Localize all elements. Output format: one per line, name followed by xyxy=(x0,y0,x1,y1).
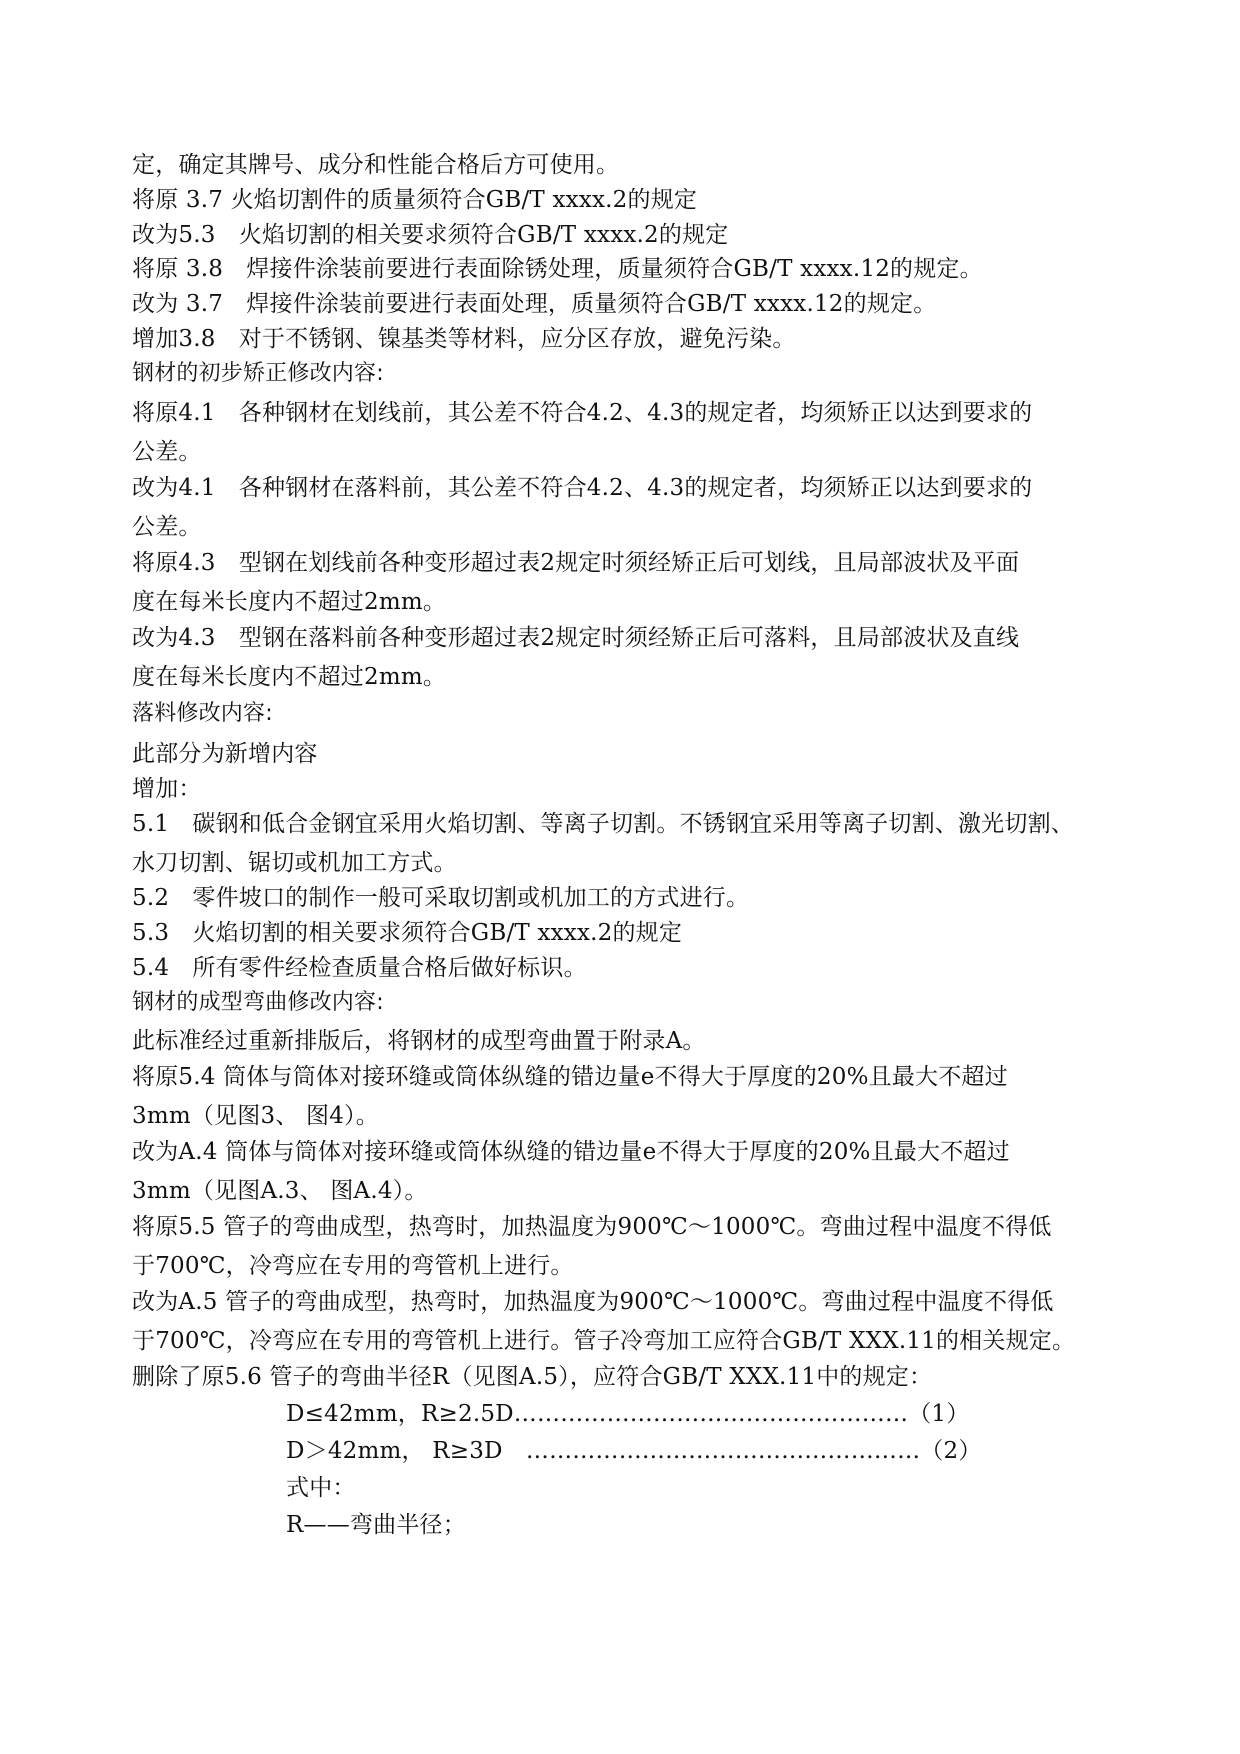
text-line: 改为 3.7 焊接件涂装前要进行表面处理，质量须符合GB/T xxxx.12的规定。 xyxy=(132,291,937,317)
text-line: 增加3.8 对于不锈钢、镍基类等材料，应分区存放，避免污染。 xyxy=(132,326,796,352)
text-line: 公差。 xyxy=(132,439,202,465)
text-line: 5.2 零件坡口的制作一般可采取切割或机加工的方式进行。 xyxy=(132,885,750,911)
text-line: 改为4.3 型钢在落料前各种变形超过表2规定时须经矫正后可落料，且局部波状及直线 xyxy=(132,625,1020,651)
text-line: 水刀切割、锯切或机加工方式。 xyxy=(132,850,457,876)
section-heading: 钢材的初步矫正修改内容: xyxy=(132,361,384,386)
text-line: 将原 3.8 焊接件涂装前要进行表面除锈处理，质量须符合GB/T xxxx.12的规定。 xyxy=(132,256,983,282)
text-line: 改为5.3 火焰切割的相关要求须符合GB/T xxxx.2的规定 xyxy=(132,222,729,248)
text-line: 改为A.4 筒体与筒体对接环缝或筒体纵缝的错边量e不得大于厚度的20%且最大不超过 xyxy=(132,1139,1010,1165)
section-heading: 落料修改内容: xyxy=(132,701,273,726)
text-line: 将原4.3 型钢在划线前各种变形超过表2规定时须经矫正后可划线，且局部波状及平面 xyxy=(132,550,1020,576)
text-line: 删除了原5.6 管子的弯曲半径R（见图A.5），应符合GB/T XXX.11中的规定： xyxy=(132,1364,933,1390)
text-line: 公差。 xyxy=(132,514,202,540)
text-line: 将原 3.7 火焰切割件的质量须符合GB/T xxxx.2的规定 xyxy=(132,187,698,213)
text-line: 于700℃，冷弯应在专用的弯管机上进行。管子冷弯加工应符合GB/T XXX.11的相关规定。 xyxy=(132,1328,1076,1354)
text-line: 5.1 碳钢和低合金钢宜采用火焰切割、等离子切割。不锈钢宜采用等离子切割、激光切割、 xyxy=(132,811,1074,837)
text-line: 改为4.1 各种钢材在落料前，其公差不符合4.2、4.3的规定者，均须矫正以达到要求的 xyxy=(132,475,1033,501)
text-line: 定，确定其牌号、成分和性能合格后方可使用。 xyxy=(132,152,620,178)
text-line: 将原4.1 各种钢材在划线前，其公差不符合4.2、4.3的规定者，均须矫正以达到要求的 xyxy=(132,400,1033,426)
text-line: 3mm（见图3、 图4）。 xyxy=(132,1103,379,1129)
text-line: 于700℃，冷弯应在专用的弯管机上进行。 xyxy=(132,1253,574,1279)
text-line: 此部分为新增内容 xyxy=(132,741,318,767)
text-line: 5.4 所有零件经检查质量合格后做好标识。 xyxy=(132,955,587,981)
text-line: 度在每米长度内不超过2mm。 xyxy=(132,664,447,690)
text-line: 增加： xyxy=(132,776,202,802)
text-line: 将原5.5 管子的弯曲成型，热弯时，加热温度为900℃～1000℃。弯曲过程中温度不得低 xyxy=(132,1214,1052,1240)
text-line: 此标准经过重新排版后，将钢材的成型弯曲置于附录A。 xyxy=(132,1028,706,1054)
text-line: 将原5.4 筒体与筒体对接环缝或筒体纵缝的错边量e不得大于厚度的20%且最大不超过 xyxy=(132,1064,1008,1090)
formula-line: D≤42mm，R≥2.5D……………………………………………（1） xyxy=(286,1401,970,1427)
formula-line: D＞42mm， R≥3D ……………………………………………（2） xyxy=(286,1438,982,1464)
text-line: 改为A.5 管子的弯曲成型，热弯时，加热温度为900℃～1000℃。弯曲过程中温度不得低 xyxy=(132,1289,1054,1315)
text-line: 度在每米长度内不超过2mm。 xyxy=(132,589,447,615)
text-line: 5.3 火焰切割的相关要求须符合GB/T xxxx.2的规定 xyxy=(132,920,683,946)
text-line: 式中： xyxy=(286,1475,356,1501)
text-line: 3mm（见图A.3、 图A.4）。 xyxy=(132,1178,428,1204)
section-heading: 钢材的成型弯曲修改内容: xyxy=(132,990,384,1015)
text-line: R——弯曲半径； xyxy=(286,1512,466,1538)
